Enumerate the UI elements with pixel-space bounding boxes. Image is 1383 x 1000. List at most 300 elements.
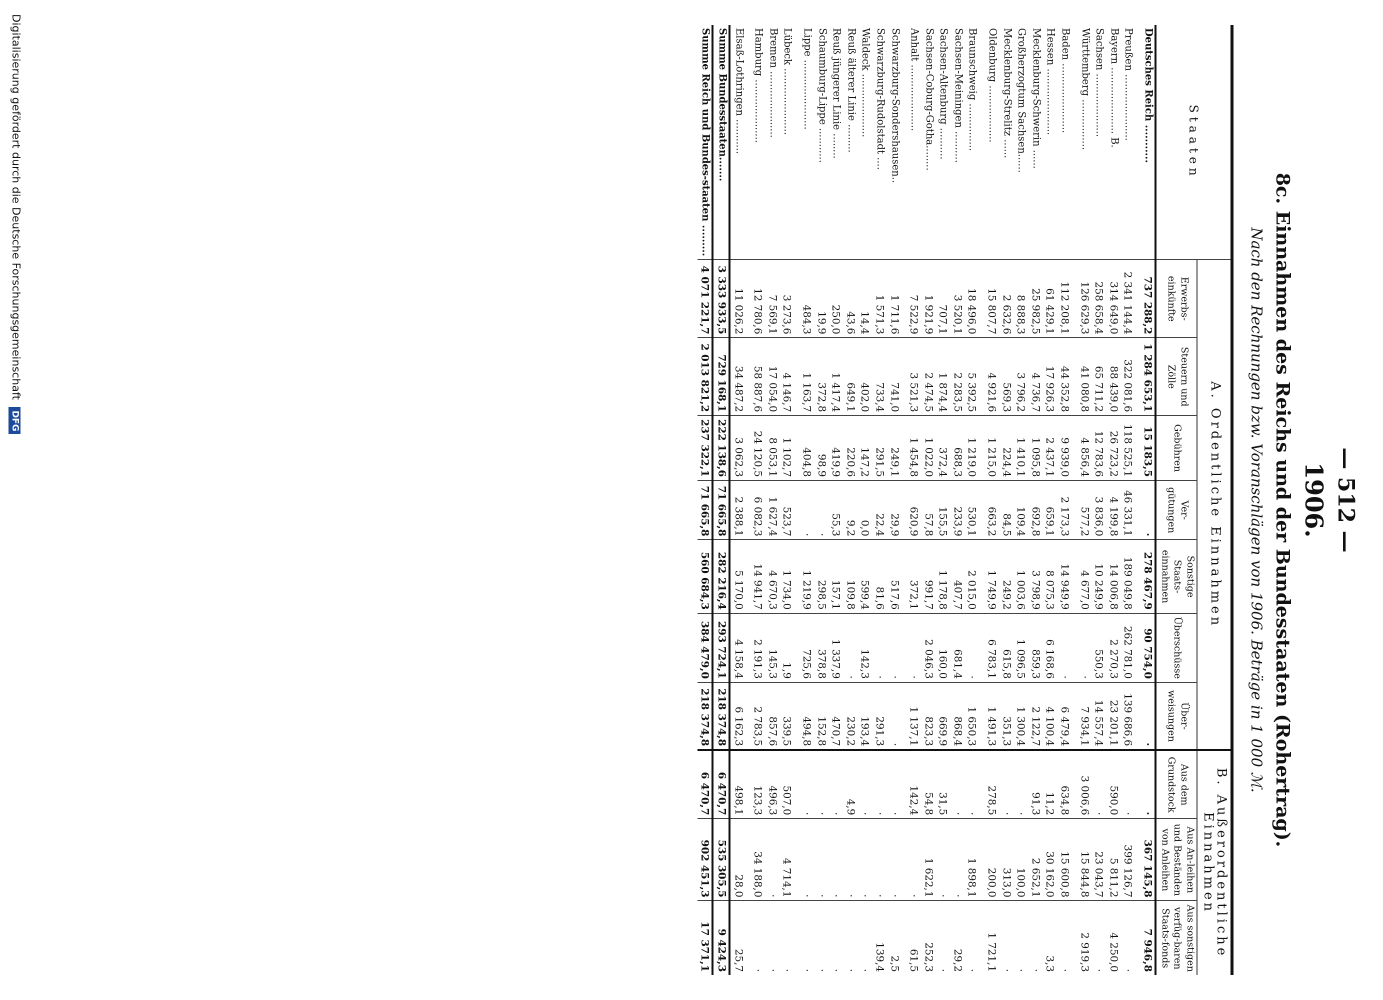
footer-text: Digitalisierung gefördert durch die Deutsche Forschungsgemeinschaft <box>9 14 22 400</box>
value-cell: 19,9 <box>813 260 828 338</box>
table-row <box>1105 25 1120 975</box>
value-cell: 2 015,0 <box>964 540 984 613</box>
state-name: Hessen ..................... <box>1044 28 1056 136</box>
column-header: Steuern und Zölle <box>1155 338 1196 416</box>
value-cell: 5 170,0 <box>729 540 750 613</box>
value-cell: 5 392,5 <box>964 338 984 416</box>
table-row <box>798 25 813 975</box>
value-cell: 1 163,7 <box>798 338 813 416</box>
value-cell: · <box>813 481 828 540</box>
value-cell: 384 479,0 <box>697 613 713 682</box>
value-cell: 2 632,6 <box>998 260 1013 338</box>
value-cell: · <box>857 819 872 901</box>
state-name: Reuß älterer Linie ......... <box>844 28 856 153</box>
value-cell: 6 479,4 <box>1056 682 1076 750</box>
value-cell: 17 054,0 <box>764 338 779 416</box>
value-cell: 725,6 <box>798 613 813 682</box>
value-cell: 1 650,3 <box>964 682 984 750</box>
value-cell: 4,9 <box>842 750 857 819</box>
value-cell: 523,7 <box>779 481 799 540</box>
value-cell: · <box>935 901 950 975</box>
value-cell: 372,4 <box>935 416 950 481</box>
value-cell: 46 331,1 <box>1120 481 1140 540</box>
value-cell: 43,6 <box>842 260 857 338</box>
value-cell: 58 887,6 <box>750 338 765 416</box>
value-cell: 3,3 <box>1042 901 1057 975</box>
state-name: Anhalt ..................... <box>908 28 920 132</box>
state-name: Reuß jüngerer Linie ........ <box>830 28 842 159</box>
value-cell: 14,4 <box>857 260 872 338</box>
value-cell: 249,2 <box>998 540 1013 613</box>
value-cell: 278 467,9 <box>1139 540 1155 613</box>
value-cell: 494,8 <box>798 682 813 750</box>
value-cell: · <box>1013 750 1028 819</box>
value-cell: · <box>798 901 813 975</box>
table-row <box>1042 25 1057 975</box>
value-cell: 252,3 <box>920 901 935 975</box>
value-cell: · <box>964 901 984 975</box>
value-cell: 659,1 <box>1042 481 1057 540</box>
value-cell: 407,7 <box>949 540 964 613</box>
value-cell: 90 754,0 <box>1139 613 1155 682</box>
value-cell: · <box>886 613 906 682</box>
page-year: 1906. <box>1299 462 1328 538</box>
table-row <box>1027 25 1042 975</box>
value-cell: 282 216,4 <box>712 540 729 613</box>
value-cell: 1 003,6 <box>1013 540 1028 613</box>
page-title: 8c. Einnahmen des Reichs und der Bundesstaaten (Rohertrag). <box>1271 172 1293 848</box>
value-cell: 1 219,0 <box>964 416 984 481</box>
state-name: Sachsen-Coburg-Gotha........ <box>922 28 934 171</box>
state-name: Baden ...................... <box>1059 28 1071 134</box>
value-cell: 1 410,1 <box>1013 416 1028 481</box>
value-cell: · <box>1056 613 1076 682</box>
value-cell: 692,8 <box>1027 481 1042 540</box>
value-cell: 1 749,9 <box>984 540 999 613</box>
value-cell: 278,5 <box>984 750 999 819</box>
value-cell: 1 095,8 <box>1027 416 1042 481</box>
value-cell: 1 300,4 <box>1013 682 1028 750</box>
value-cell: 9 424,3 <box>712 901 729 975</box>
value-cell: 3 273,6 <box>779 260 799 338</box>
revenue-table <box>697 25 1233 975</box>
value-cell: 61,5 <box>906 901 921 975</box>
value-cell: 3 520,1 <box>949 260 964 338</box>
column-header: Gebühren <box>1155 416 1196 481</box>
value-cell: 2 652,1 <box>1027 819 1042 901</box>
value-cell: 44 352,8 <box>1056 338 1076 416</box>
state-name: Schwarzburg-Rudolstadt .... <box>873 28 885 170</box>
value-cell: 152,8 <box>813 682 828 750</box>
value-cell: 4 158,4 <box>729 613 750 682</box>
value-cell: · <box>871 613 886 682</box>
value-cell: · <box>1076 613 1091 682</box>
value-cell: 71 665,8 <box>712 481 729 540</box>
value-cell: 139,4 <box>871 901 886 975</box>
value-cell: 6 470,7 <box>697 750 713 819</box>
value-cell: · <box>764 819 779 901</box>
value-cell: 1 215,0 <box>984 416 999 481</box>
value-cell: · <box>1091 750 1106 819</box>
value-cell: 2 388,1 <box>729 481 750 540</box>
value-cell: · <box>998 750 1013 819</box>
table-row <box>1120 25 1140 975</box>
value-cell: 118 525,1 <box>1120 416 1140 481</box>
value-cell: · <box>813 819 828 901</box>
staaten-header: Staaten <box>1186 104 1201 180</box>
table-row <box>906 25 921 975</box>
value-cell: 12 780,6 <box>750 260 765 338</box>
value-cell: 31,5 <box>935 750 950 819</box>
table-row <box>920 25 935 975</box>
value-cell: 669,9 <box>935 682 950 750</box>
value-cell: 4 100,4 <box>1042 682 1057 750</box>
value-cell: 707,1 <box>935 260 950 338</box>
value-cell: 200,0 <box>984 819 999 901</box>
value-cell: 2 283,5 <box>949 338 964 416</box>
value-cell: 3 521,3 <box>906 338 921 416</box>
value-cell: 3 836,0 <box>1091 481 1106 540</box>
value-cell: 859,3 <box>1027 613 1042 682</box>
value-cell: 314 649,0 <box>1105 260 1120 338</box>
value-cell: 24 120,5 <box>750 416 765 481</box>
column-header: Überschüsse <box>1155 613 1196 682</box>
value-cell: 4 714,1 <box>779 819 799 901</box>
value-cell: · <box>857 901 872 975</box>
state-name: Württemberg ................ <box>1078 28 1090 151</box>
value-cell: · <box>886 819 906 901</box>
table-row <box>828 25 843 975</box>
value-cell: 193,4 <box>857 682 872 750</box>
value-cell: 1 022,0 <box>920 416 935 481</box>
value-cell: 109,4 <box>1013 481 1028 540</box>
value-cell: 61 429,1 <box>1042 260 1057 338</box>
table-row <box>697 25 713 975</box>
value-cell: 4 677,0 <box>1076 540 1091 613</box>
value-cell: 2 122,7 <box>1027 682 1042 750</box>
value-cell: · <box>764 901 779 975</box>
value-cell: 147,2 <box>857 416 872 481</box>
value-cell: 560 684,3 <box>697 540 713 613</box>
value-cell: · <box>750 901 765 975</box>
value-cell: 2 013 821,2 <box>697 338 713 416</box>
value-cell: 2,5 <box>886 901 906 975</box>
table-row <box>1013 25 1028 975</box>
state-name: Bayern ..................... B. <box>1107 28 1119 148</box>
table-row <box>886 25 906 975</box>
value-cell: · <box>842 819 857 901</box>
state-name: Elsaß-Lothringen ........... <box>732 28 744 155</box>
value-cell: 25 982,5 <box>1027 260 1042 338</box>
value-cell: 6 470,7 <box>712 750 729 819</box>
value-cell: 4 199,8 <box>1105 481 1120 540</box>
value-cell: 71 665,8 <box>697 481 713 540</box>
group-b-header: B. Außerordentliche Einnahmen <box>1196 750 1231 975</box>
value-cell: 237 322,1 <box>697 416 713 481</box>
state-name: Schaumburg-Lippe ........... <box>815 28 827 163</box>
value-cell: 3 796,2 <box>1013 338 1028 416</box>
value-cell: · <box>798 750 813 819</box>
state-name: Lübeck ..................... <box>781 28 793 135</box>
value-cell: 250,0 <box>828 260 843 338</box>
value-cell: 484,3 <box>798 260 813 338</box>
value-cell: 15 183,5 <box>1139 416 1155 481</box>
state-name: Sachsen .................... <box>1093 28 1105 138</box>
value-cell: 1 874,4 <box>935 338 950 416</box>
value-cell: 6 783,1 <box>984 613 999 682</box>
value-cell: 498,1 <box>729 750 750 819</box>
value-cell: 4 856,4 <box>1076 416 1091 481</box>
value-cell: 9 939,0 <box>1056 416 1076 481</box>
value-cell: 28,0 <box>729 819 750 901</box>
value-cell: 351,3 <box>998 682 1013 750</box>
value-cell: 249,1 <box>886 416 906 481</box>
group-a-header: A. Ordentliche Einnahmen <box>1196 260 1231 750</box>
table-row <box>779 25 799 975</box>
table-row <box>871 25 886 975</box>
value-cell: 663,2 <box>984 481 999 540</box>
value-cell: 12 783,6 <box>1091 416 1106 481</box>
value-cell: 590,0 <box>1105 750 1120 819</box>
value-cell: 1 102,7 <box>779 416 799 481</box>
value-cell: 991,7 <box>920 540 935 613</box>
table-row <box>750 25 765 975</box>
value-cell: · <box>949 750 964 819</box>
value-cell: 1 096,5 <box>1013 613 1028 682</box>
value-cell: 634,8 <box>1056 750 1076 819</box>
state-name: Oldenburg .................. <box>986 28 998 143</box>
value-cell: 7 934,1 <box>1076 682 1091 750</box>
value-cell: 577,2 <box>1076 481 1091 540</box>
value-cell: 2 270,3 <box>1105 613 1120 682</box>
value-cell: 737 288,2 <box>1139 260 1155 338</box>
state-name: Sachsen-Meiningen .......... <box>951 28 963 163</box>
value-cell: 599,4 <box>857 540 872 613</box>
column-header: Erwerbs-einkünfte <box>1155 260 1196 338</box>
value-cell: · <box>871 819 886 901</box>
value-cell: 25,7 <box>729 901 750 975</box>
value-cell: 230,2 <box>842 682 857 750</box>
state-name: Summe Reich und Bundes-staaten ......... <box>697 25 713 260</box>
value-cell: 91,3 <box>1027 750 1042 819</box>
value-cell: 399 126,7 <box>1120 819 1140 901</box>
column-header: Über-weisungen <box>1155 682 1196 750</box>
value-cell: 15 844,8 <box>1076 819 1091 901</box>
value-cell: 2 919,3 <box>1076 901 1091 975</box>
value-cell: 112 208,1 <box>1056 260 1076 338</box>
value-cell: 3 006,6 <box>1076 750 1091 819</box>
state-name: Preußen ..................... <box>1122 28 1134 141</box>
value-cell: 868,4 <box>949 682 964 750</box>
value-cell: 1 734,0 <box>779 540 799 613</box>
value-cell: 404,8 <box>798 416 813 481</box>
value-cell: 507,0 <box>779 750 799 819</box>
value-cell: 1 219,9 <box>798 540 813 613</box>
value-cell: · <box>949 819 964 901</box>
state-name: Summe Bundesstaaten....... <box>712 25 729 260</box>
value-cell: 1 921,9 <box>920 260 935 338</box>
value-cell: · <box>828 750 843 819</box>
value-cell: 3 798,9 <box>1027 540 1042 613</box>
value-cell: · <box>886 682 906 750</box>
column-header: Sonstige Staats-einnahmen <box>1155 540 1196 613</box>
value-cell: 2 783,5 <box>750 682 765 750</box>
value-cell: 322 081,6 <box>1120 338 1140 416</box>
value-cell: 30 162,0 <box>1042 819 1057 901</box>
value-cell: · <box>1139 682 1155 750</box>
value-cell: · <box>906 613 921 682</box>
state-name: Bremen ..................... <box>766 28 778 138</box>
value-cell: 1 721,1 <box>984 901 999 975</box>
value-cell: 857,6 <box>764 682 779 750</box>
value-cell: 81,6 <box>871 540 886 613</box>
value-cell: 34 487,2 <box>729 338 750 416</box>
value-cell: 372,8 <box>813 338 828 416</box>
value-cell: 11 026,2 <box>729 260 750 338</box>
value-cell: · <box>798 481 813 540</box>
value-cell: · <box>935 819 950 901</box>
value-cell: 11,2 <box>1042 750 1057 819</box>
value-cell: 1 454,8 <box>906 416 921 481</box>
value-cell: 258 658,4 <box>1091 260 1106 338</box>
value-cell: 14 006,8 <box>1105 540 1120 613</box>
table-row <box>712 25 729 975</box>
value-cell: · <box>906 819 921 901</box>
value-cell: 1 284 653,1 <box>1139 338 1155 416</box>
value-cell: 649,1 <box>842 338 857 416</box>
value-cell: 530,1 <box>964 481 984 540</box>
value-cell: 688,3 <box>949 416 964 481</box>
value-cell: · <box>1120 901 1140 975</box>
state-name: Braunschweig ............... <box>966 28 978 152</box>
page-subtitle: Nach den Rechnungen bzw. Voranschlägen von 1906. Beträge in 1 000 ℳ. <box>1247 227 1265 793</box>
value-cell: 157,1 <box>828 540 843 613</box>
value-cell: 9,2 <box>842 481 857 540</box>
value-cell: 733,4 <box>871 338 886 416</box>
state-name: Schwarzburg-Sondershausen.. <box>888 28 900 184</box>
value-cell: 14 949,9 <box>1056 540 1076 613</box>
table-body <box>697 25 1155 975</box>
value-cell: 1 178,8 <box>935 540 950 613</box>
value-cell: 470,7 <box>828 682 843 750</box>
value-cell: 2 474,5 <box>920 338 935 416</box>
value-cell: · <box>828 819 843 901</box>
value-cell: 681,4 <box>949 613 964 682</box>
value-cell: 2 341 144,4 <box>1120 260 1140 338</box>
value-cell: 1 627,4 <box>764 481 779 540</box>
value-cell: 8 888,3 <box>1013 260 1028 338</box>
table-row <box>984 25 999 975</box>
table-row <box>1056 25 1076 975</box>
value-cell: 7 946,8 <box>1139 901 1155 975</box>
value-cell: 1 337,9 <box>828 613 843 682</box>
state-name: Mecklenburg-Schwerin ...... <box>1029 28 1041 169</box>
column-header: Aus dem Grundstock <box>1155 750 1196 819</box>
value-cell: · <box>871 750 886 819</box>
value-cell: 84,5 <box>998 481 1013 540</box>
value-cell: 3 333 933,5 <box>712 260 729 338</box>
value-cell: 517,6 <box>886 540 906 613</box>
column-header: Aus An-leihen und Beständen von Anleihen <box>1155 819 1196 901</box>
value-cell: 145,3 <box>764 613 779 682</box>
value-cell: 155,5 <box>935 481 950 540</box>
value-cell: 4 921,6 <box>984 338 999 416</box>
value-cell: · <box>1120 750 1140 819</box>
state-name: Waldeck .................... <box>859 28 871 138</box>
value-cell: 1 571,3 <box>871 260 886 338</box>
value-cell: · <box>964 613 984 682</box>
value-cell: 535 305,5 <box>712 819 729 901</box>
value-cell: 339,5 <box>779 682 799 750</box>
value-cell: · <box>1139 750 1155 819</box>
column-header: Ver-gütungen <box>1155 481 1196 540</box>
value-cell: · <box>813 750 828 819</box>
value-cell: 3 062,3 <box>729 416 750 481</box>
value-cell: 4 250,0 <box>1105 901 1120 975</box>
table-row <box>935 25 950 975</box>
value-cell: · <box>842 901 857 975</box>
value-cell: 109,8 <box>842 540 857 613</box>
value-cell: · <box>1091 901 1106 975</box>
value-cell: 4 071 221,7 <box>697 260 713 338</box>
value-cell: 1,9 <box>779 613 799 682</box>
value-cell: 1 491,3 <box>984 682 999 750</box>
value-cell: 54,8 <box>920 750 935 819</box>
value-cell: · <box>1013 901 1028 975</box>
table-row <box>964 25 984 975</box>
value-cell: 14 941,7 <box>750 540 765 613</box>
value-cell: 569,3 <box>998 338 1013 416</box>
value-cell: 823,3 <box>920 682 935 750</box>
value-cell: 550,3 <box>1091 613 1106 682</box>
value-cell: 2 173,3 <box>1056 481 1076 540</box>
value-cell: 14 557,4 <box>1091 682 1106 750</box>
value-cell: 367 145,8 <box>1139 819 1155 901</box>
value-cell: 18 496,0 <box>964 260 984 338</box>
state-name: Deutsches Reich ........... <box>1142 28 1154 163</box>
value-cell: 88 439,0 <box>1105 338 1120 416</box>
value-cell: 142,3 <box>857 613 872 682</box>
value-cell: 34 188,0 <box>750 819 765 901</box>
value-cell: 6 162,3 <box>729 682 750 750</box>
value-cell: 313,0 <box>998 819 1013 901</box>
value-cell: 729 168,1 <box>712 338 729 416</box>
dfg-logo: DFG <box>8 407 20 434</box>
value-cell: 2 437,1 <box>1042 416 1057 481</box>
value-cell: 65 711,2 <box>1091 338 1106 416</box>
value-cell: 139 686,6 <box>1120 682 1140 750</box>
table-row <box>857 25 872 975</box>
value-cell: 15 807,7 <box>984 260 999 338</box>
value-cell: 6 168,6 <box>1042 613 1057 682</box>
value-cell: 372,1 <box>906 540 921 613</box>
value-cell: 7 569,1 <box>764 260 779 338</box>
value-cell: · <box>1139 481 1155 540</box>
value-cell: 224,4 <box>998 416 1013 481</box>
table-row <box>998 25 1013 975</box>
value-cell: 233,9 <box>949 481 964 540</box>
value-cell: 55,3 <box>828 481 843 540</box>
value-cell: 29,2 <box>949 901 964 975</box>
table-row <box>813 25 828 975</box>
value-cell: 1 898,1 <box>964 819 984 901</box>
value-cell: 741,0 <box>886 338 906 416</box>
value-cell: 4 736,7 <box>1027 338 1042 416</box>
value-cell: 1 417,4 <box>828 338 843 416</box>
table-row <box>729 25 750 975</box>
value-cell: · <box>964 750 984 819</box>
value-cell: 620,9 <box>906 481 921 540</box>
